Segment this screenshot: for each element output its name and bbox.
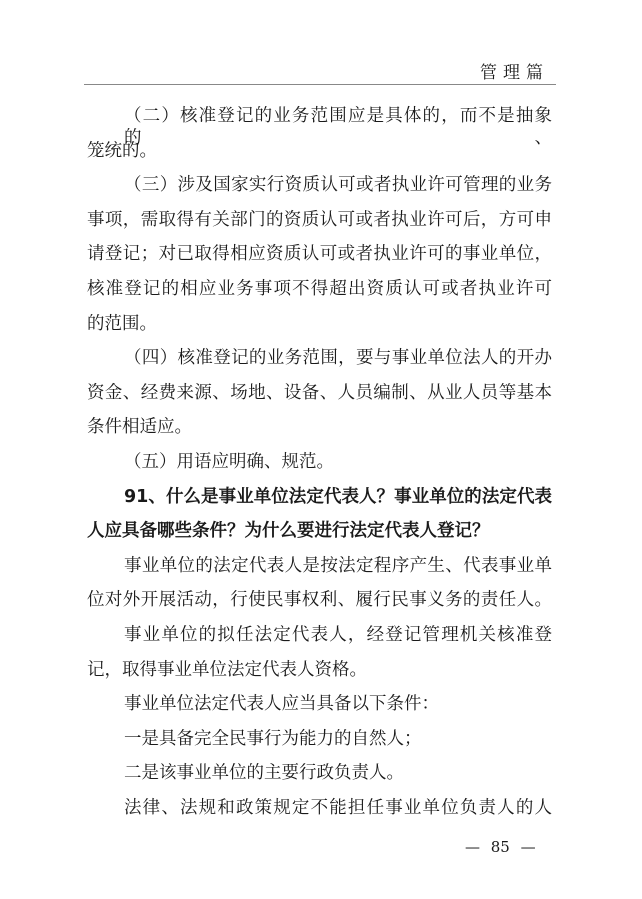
text-line: 请登记；对已取得相应资质认可或者执业许可的事业单位， [87,244,552,265]
text-line: 事业单位法定代表人应当具备以下条件： [124,694,439,715]
text-line: 的范围。 [87,313,157,334]
question-heading-line: 91、什么是事业单位法定代表人？事业单位的法定代表 [124,486,552,507]
text-line: 笼统的。 [87,140,157,161]
text-line: 事项，需取得有关部门的资质认可或者执业许可后，方可申 [87,209,552,230]
text-line: 事业单位的法定代表人是按法定程序产生、代表事业单 [124,555,552,576]
text-line: 二是该事业单位的主要行政负责人。 [124,763,404,784]
text-line: 一是具备完全民事行为能力的自然人； [124,728,422,749]
text-line: 法律、法规和政策规定不能担任事业单位负责人的人 [124,798,552,818]
text-line: 条件相适应。 [87,417,192,438]
page-number: — 85 — [465,838,536,856]
text-line: 核准登记的相应业务事项不得超出资质认可或者执业许可 [87,279,552,299]
text-line: 位对外开展活动，行使民事权利、履行民事义务的责任人。 [87,590,552,611]
header-rule [84,84,556,85]
text-line: （五）用语应明确、规范。 [124,452,334,472]
text-line: 事业单位的拟任法定代表人，经登记管理机关核准登 [124,625,552,645]
text-line: 记，取得事业单位法定代表人资格。 [87,659,367,680]
question-heading-line: 人应具备哪些条件？为什么要进行法定代表人登记？ [87,521,490,542]
text-line: 资金、经费来源、场地、设备、人员编制、从业人员等基本 [87,382,552,403]
text-line: （四）核准登记的业务范围，要与事业单位法人的开办 [124,348,552,369]
running-header: 管理篇 [480,63,549,83]
text-line: （二）核准登记的业务范围应是具体的，而不是抽象的、 [124,106,552,148]
text-line: （三）涉及国家实行资质认可或者执业许可管理的业务 [124,175,552,196]
